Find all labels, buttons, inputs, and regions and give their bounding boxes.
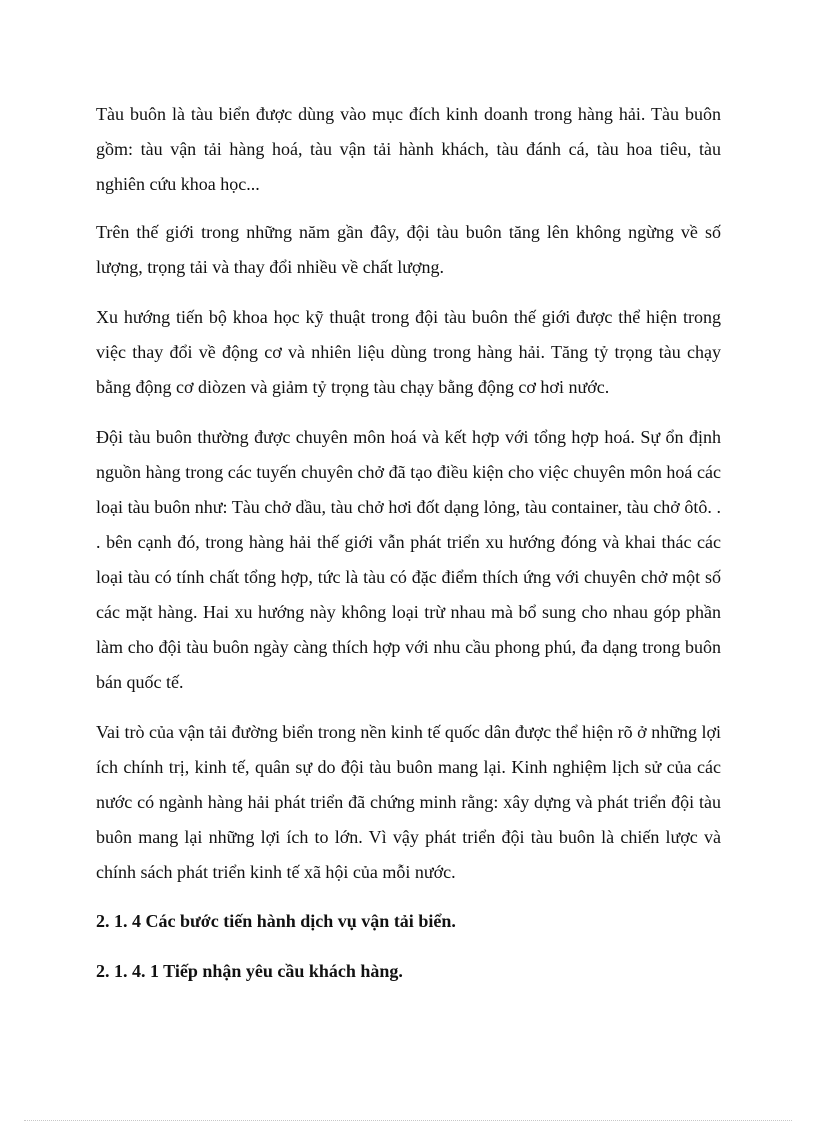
subsection-heading: 2. 1. 4. 1 Tiếp nhận yêu cầu khách hàng. [96,961,403,981]
paragraph-specialization: Đội tàu buôn thường được chuyên môn hoá và kết hợp với tổng hợp hoá. Sự ổn định nguồn hàng trong các tuyến chuyên chở đã tạo điều kiện cho việc chuyên môn hoá các loại tàu buôn như: Tàu chở dầu, tàu chở hơi đốt dạng lỏng, tàu container, tàu chở ôtô. . . bên cạnh đó, trong hàng hải thế giới vẫn phát triển xu hướng đóng và khai thác các loại tàu có tính chất tổng hợp, tức là tàu có đặc điểm thích ứng với chuyên chở một số các mặt hàng. Hai xu hướng này không loại trừ nhau mà bổ sung cho nhau góp phần làm cho đội tàu buôn ngày càng thích hợp với nhu cầu phong phú, đa dạng trong buôn bán quốc tế. [96,427,721,692]
paragraph-merchant-ships: Tàu buôn là tàu biển được dùng vào mục đích kinh doanh trong hàng hải. Tàu buôn gồm: tàu vận tải hàng hoá, tàu vận tải hành khách, tàu đánh cá, tàu hoa tiêu, tàu nghiên cứu khoa học... [96,104,721,194]
page-bottom-divider [24,1120,792,1121]
paragraph-role-of-sea-transport: Vai trò của vận tải đường biển trong nền kinh tế quốc dân được thể hiện rõ ở những lợi ích chính trị, kinh tế, quân sự do đội tàu buôn mang lại. Kinh nghiệm lịch sử của các nước có ngành hàng hải phát triển đã chứng minh rằng: xây dựng và phát triển đội tàu buôn mang lại những lợi ích to lớn. Vì vậy phát triển đội tàu buôn là chiến lược và chính sách phát triển kinh tế xã hội của mỗi nước. [96,722,721,882]
paragraph-world-fleet: Trên thế giới trong những năm gần đây, đội tàu buôn tăng lên không ngừng về số lượng, trọng tải và thay đổi nhiều về chất lượng. [96,222,721,277]
document-body [96,97,721,989]
paragraph-technology-trend: Xu hướng tiến bộ khoa học kỹ thuật trong đội tàu buôn thế giới được thể hiện trong việc thay đổi về động cơ và nhiên liệu dùng trong hàng hải. Tăng tỷ trọng tàu chạy bằng động cơ diòzen và giảm tỷ trọng tàu chạy bằng động cơ hơi nước. [96,307,721,397]
section-heading: 2. 1. 4 Các bước tiến hành dịch vụ vận tải biển. [96,911,456,931]
